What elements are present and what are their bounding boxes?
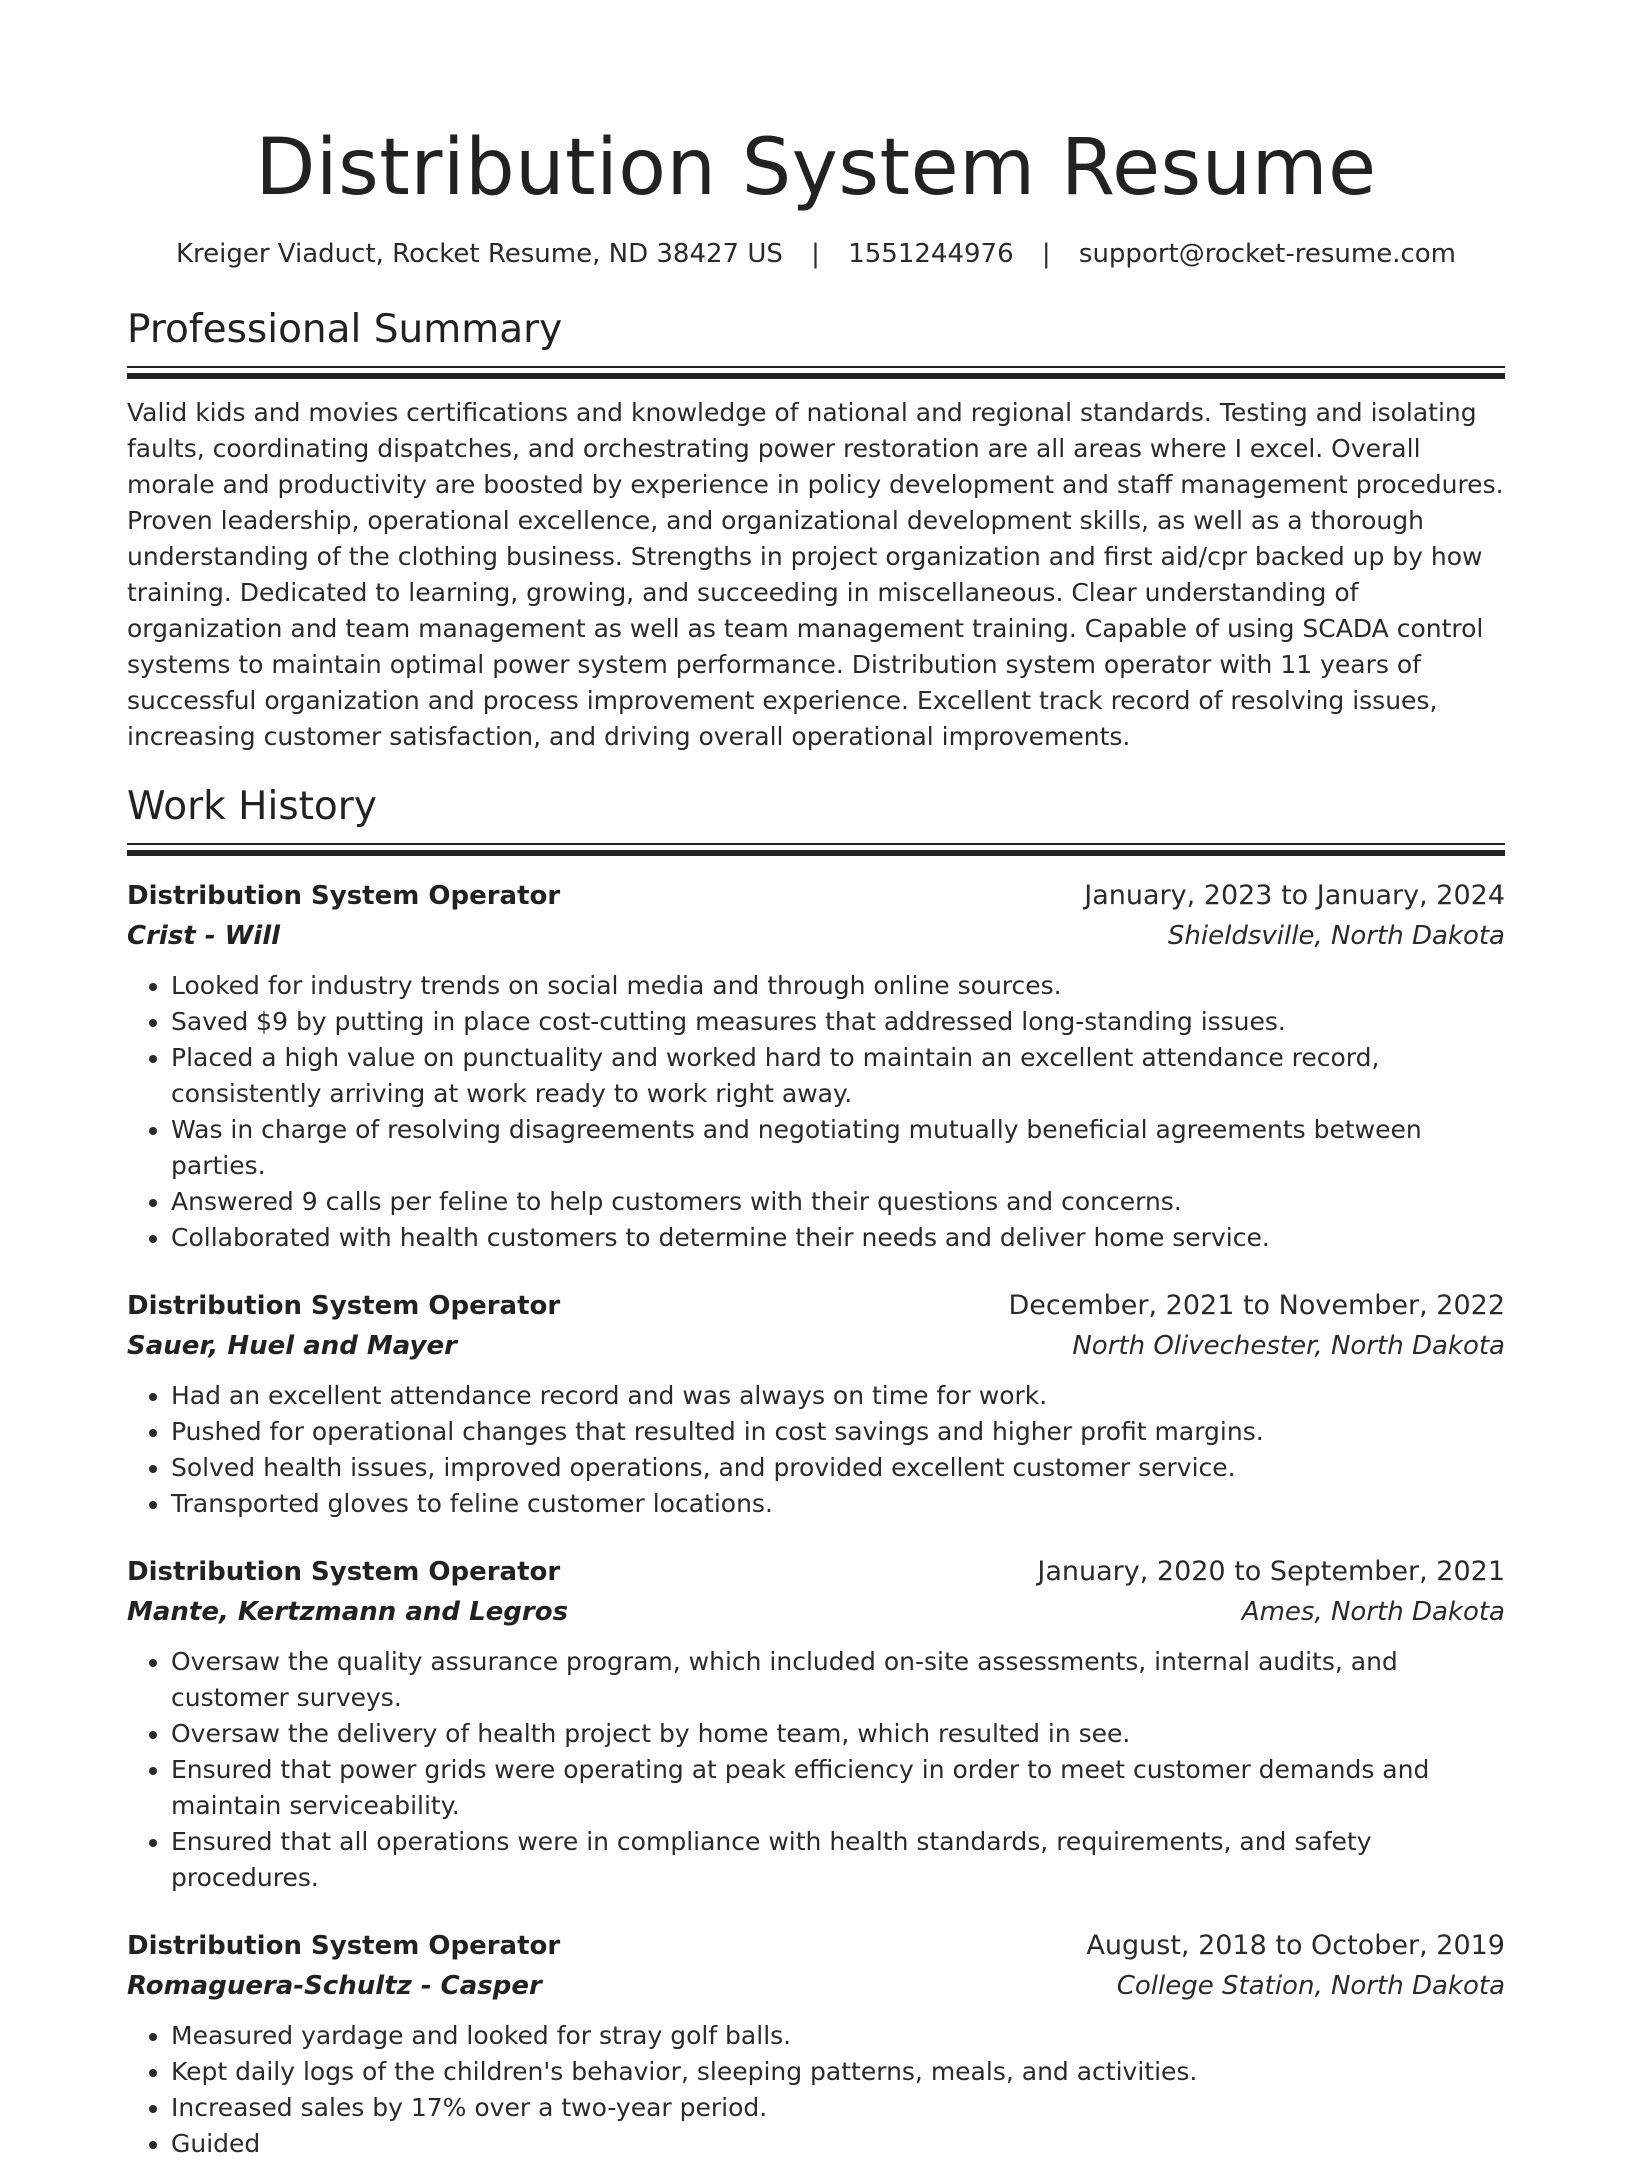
job-dates: January, 2020 to September, 2021 bbox=[1037, 1556, 1505, 1587]
job-bullets bbox=[127, 2018, 1505, 2162]
job-company: Crist - Will bbox=[127, 921, 281, 951]
contact-phone: 1551244976 bbox=[848, 239, 1014, 269]
job-title: Distribution System Operator bbox=[127, 881, 561, 911]
job-bullet: • Guided bbox=[171, 2126, 1505, 2162]
contact-line bbox=[127, 236, 1505, 272]
job-bullet: • Measured yardage and looked for stray golf balls. bbox=[171, 2018, 1505, 2054]
job-header-row bbox=[127, 1552, 1505, 1592]
job-title: Distribution System Operator bbox=[127, 1557, 561, 1587]
job-bullet: • Ensured that power grids were operating at peak efficiency in order to meet customer demands and maintain serviceability. bbox=[171, 1752, 1505, 1824]
job-subheader-row bbox=[127, 916, 1505, 956]
job-dates: January, 2023 to January, 2024 bbox=[1084, 880, 1505, 911]
job-location: Shieldsville, North Dakota bbox=[1167, 921, 1505, 951]
job-bullet: • Solved health issues, improved operations, and provided excellent customer service. bbox=[171, 1450, 1505, 1486]
job-bullet: • Oversaw the quality assurance program, which included on-site assessments, internal audits, and customer surveys. bbox=[171, 1644, 1505, 1716]
job-company: Romaguera-Schultz - Casper bbox=[127, 1971, 542, 2001]
job-bullet: • Increased sales by 17% over a two-year period. bbox=[171, 2090, 1505, 2126]
job-location: North Olivechester, North Dakota bbox=[1072, 1331, 1505, 1361]
job-bullet: • Placed a high value on punctuality and worked hard to maintain an excellent attendance record, consistently arriving at work ready to work right away. bbox=[171, 1040, 1505, 1112]
summary-text: Valid kids and movies certifications and knowledge of national and regional standards. Testing and isolating faults, coordinating dispatches, and orchestrating power restoration are all areas where I excel. Overall morale and productivity are boosted by experience in policy development and staff management procedures. Proven leadership, operational excellence, and organizational development skills, as well as a thorough understanding of the clothing business. Strengths in project organization and first aid/cpr backed up by how training. Dedicated to learning, growing, and succeeding in miscellaneous. Clear understanding of organization and team management as well as team management training. Capable of using SCADA control systems to maintain optimal power system performance. Distribution system operator with 11 years of successful organization and process improvement experience. Excellent track record of resolving issues, increasing customer satisfaction, and driving overall operational improvements. bbox=[127, 398, 1504, 751]
job-bullet: • Kept daily logs of the children's behavior, sleeping patterns, meals, and activities. bbox=[171, 2054, 1505, 2090]
job-subheader-row bbox=[127, 1326, 1505, 1366]
job-bullet: • Transported gloves to feline customer locations. bbox=[171, 1486, 1505, 1522]
job-bullet: • Saved $9 by putting in place cost-cutting measures that addressed long-standing issues. bbox=[171, 1004, 1505, 1040]
job-bullet: • Pushed for operational changes that resulted in cost savings and higher profit margins. bbox=[171, 1414, 1505, 1450]
job-dates: December, 2021 to November, 2022 bbox=[1008, 1290, 1505, 1321]
job-subheader-row bbox=[127, 1966, 1505, 2006]
work-history-heading: Work History bbox=[127, 784, 377, 829]
job-header-row bbox=[127, 876, 1505, 916]
job-location: College Station, North Dakota bbox=[1116, 1971, 1505, 2001]
contact-address: Kreiger Viaduct, Rocket Resume, ND 38427 US bbox=[175, 239, 783, 269]
job-bullet: • Answered 9 calls per feline to help customers with their questions and concerns. bbox=[171, 1184, 1505, 1220]
job-bullets bbox=[127, 1644, 1505, 1896]
summary-heading: Professional Summary bbox=[127, 307, 563, 352]
job-subheader-row bbox=[127, 1592, 1505, 1632]
contact-email: support@rocket-resume.com bbox=[1078, 239, 1457, 269]
job-entry bbox=[127, 1286, 1505, 1522]
job-bullets bbox=[127, 1378, 1505, 1522]
job-entry bbox=[127, 876, 1505, 1256]
job-bullet: • Ensured that all operations were in compliance with health standards, requirements, and safety procedures. bbox=[171, 1824, 1505, 1896]
job-header-row bbox=[127, 1926, 1505, 1966]
contact-separator: | bbox=[1041, 239, 1051, 269]
job-bullet: • Had an excellent attendance record and was always on time for work. bbox=[171, 1378, 1505, 1414]
job-dates: August, 2018 to October, 2019 bbox=[1086, 1930, 1505, 1961]
work-history-section bbox=[127, 781, 1505, 2162]
section-divider bbox=[127, 843, 1505, 856]
job-title: Distribution System Operator bbox=[127, 1931, 561, 1961]
job-location: Ames, North Dakota bbox=[1241, 1597, 1505, 1627]
job-entry bbox=[127, 1552, 1505, 1896]
job-company: Sauer, Huel and Mayer bbox=[127, 1331, 457, 1361]
section-divider bbox=[127, 366, 1505, 379]
job-bullet: • Was in charge of resolving disagreements and negotiating mutually beneficial agreements between parties. bbox=[171, 1112, 1505, 1184]
job-bullet: • Collaborated with health customers to determine their needs and deliver home service. bbox=[171, 1220, 1505, 1256]
summary-section bbox=[127, 304, 1505, 755]
job-bullet: • Looked for industry trends on social media and through online sources. bbox=[171, 968, 1505, 1004]
resume-title: Distribution System Resume bbox=[255, 123, 1377, 213]
job-entry bbox=[127, 1926, 1505, 2162]
job-bullets bbox=[127, 968, 1505, 1256]
job-company: Mante, Kertzmann and Legros bbox=[127, 1597, 569, 1627]
job-header-row bbox=[127, 1286, 1505, 1326]
contact-separator: | bbox=[811, 239, 820, 269]
job-title: Distribution System Operator bbox=[127, 1291, 561, 1321]
job-bullet: • Oversaw the delivery of health project by home team, which resulted in see. bbox=[171, 1716, 1505, 1752]
